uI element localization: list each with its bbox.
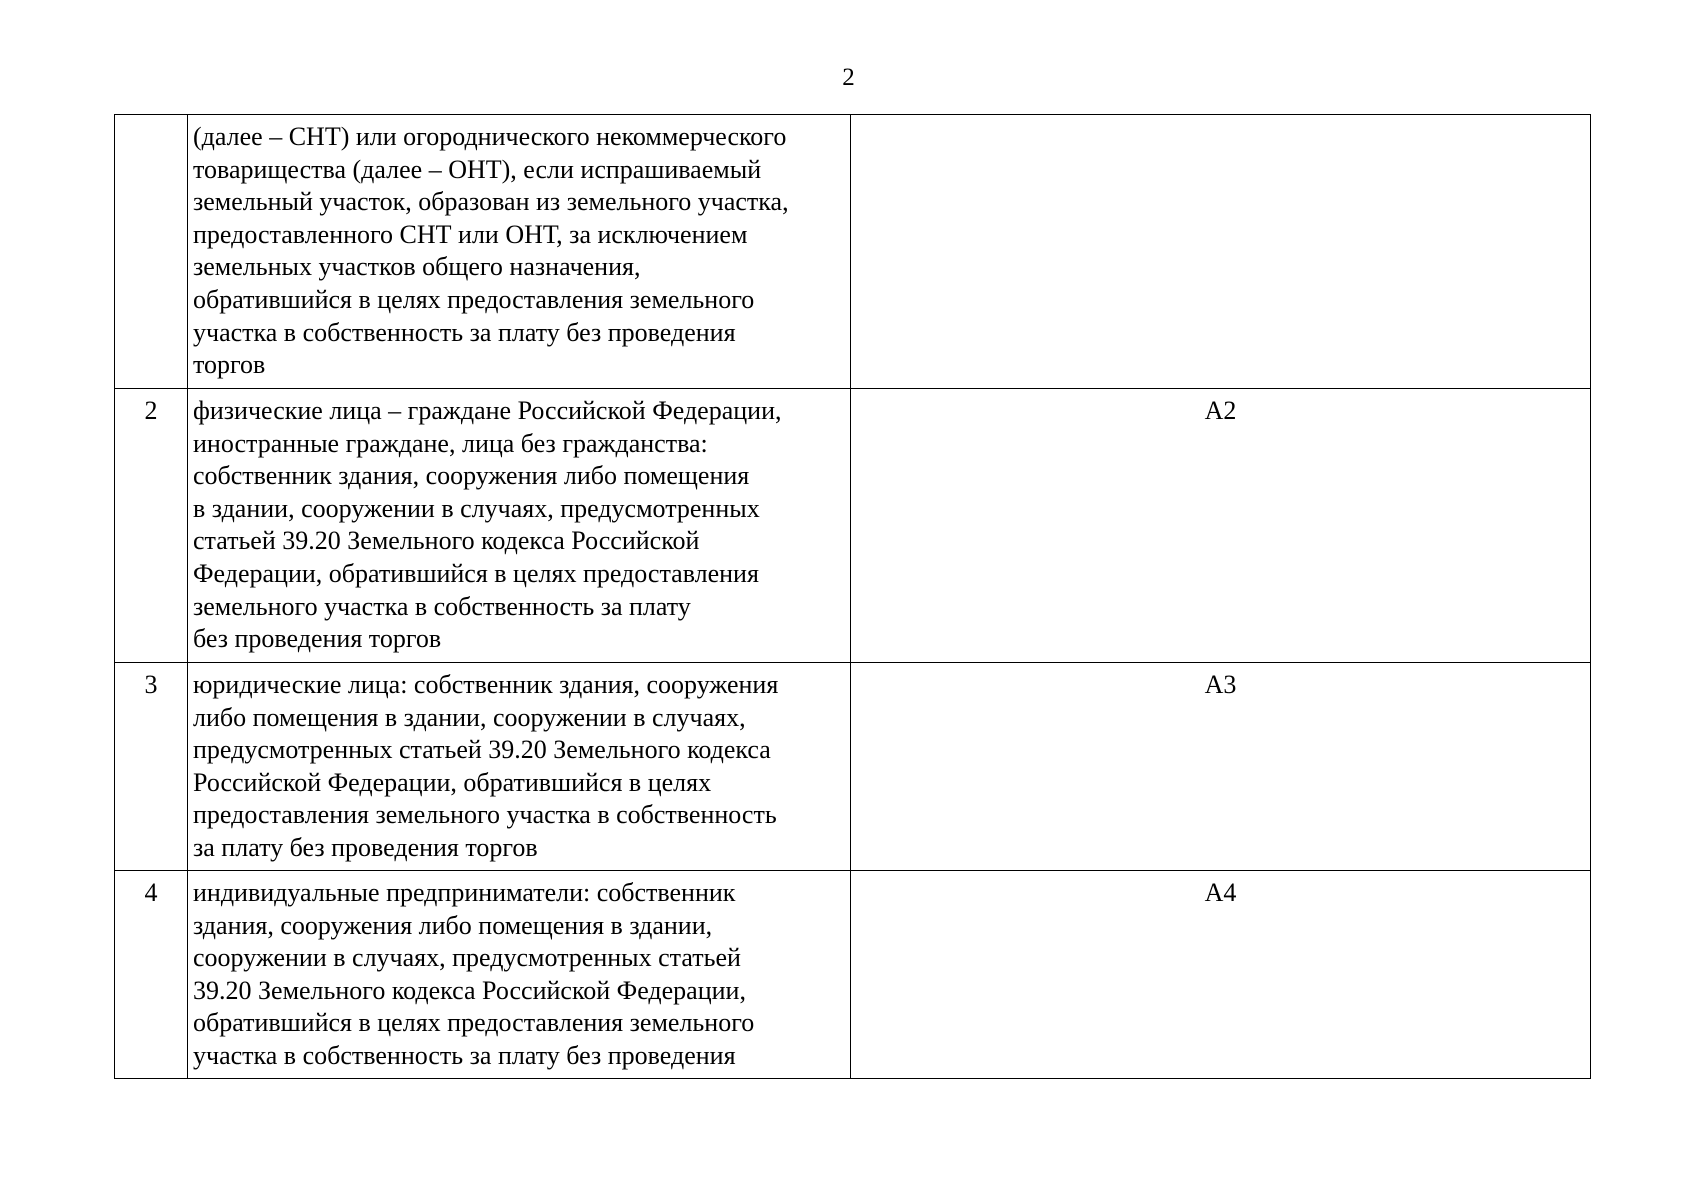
description-line: в здании, сооружении в случаях, предусмотренных: [193, 493, 760, 523]
description-line: (далее – СНТ) или огороднического некоммерческого: [193, 122, 787, 151]
code-cell: А4: [851, 871, 1591, 1079]
description-line: 39.20 Земельного кодекса Российской Федерации,: [193, 975, 746, 1005]
table-row: [115, 871, 1591, 1079]
description-line: собственник здания, сооружения либо помещения: [193, 461, 750, 491]
description-line: индивидуальные предприниматели: собственник: [193, 878, 736, 907]
description-line: Федерации, обратившийся в целях предоставления: [193, 558, 759, 588]
description-line: предоставленного СНТ или ОНТ, за исключением: [193, 219, 748, 249]
description-line: юридические лица: собственник здания, сооружения: [193, 670, 779, 699]
description-line: предоставления земельного участка в собственность: [193, 800, 777, 830]
description-line: здания, сооружения либо помещения в здании,: [193, 910, 713, 940]
description-cell: [188, 389, 851, 663]
table-body: [115, 115, 1591, 1079]
description-line: иностранные граждане, лица без гражданства:: [193, 428, 708, 458]
row-number-cell: 4: [115, 871, 188, 1079]
description-cell: [188, 871, 851, 1079]
description-cell: [188, 663, 851, 871]
description-line: участка в собственность за плату без проведения: [193, 317, 736, 347]
row-number-cell: 2: [115, 389, 188, 663]
description-line: обратившийся в целях предоставления земельного: [193, 1008, 755, 1038]
row-number-cell: 3: [115, 663, 188, 871]
description-line: либо помещения в здании, сооружении в случаях,: [193, 702, 746, 732]
description-line: земельных участков общего назначения,: [193, 252, 641, 282]
page-number: 2: [842, 64, 855, 91]
description-line: физические лица – граждане Российской Федерации,: [193, 396, 782, 425]
table-row: [115, 663, 1591, 871]
description-line: земельный участок, образован из земельного участка,: [193, 187, 789, 217]
description-line: Российской Федерации, обратившийся в целях: [193, 767, 712, 797]
description-line: предусмотренных статьей 39.20 Земельного кодекса: [193, 735, 771, 765]
table-row: [115, 389, 1591, 663]
description-line: обратившийся в целях предоставления земельного: [193, 284, 755, 314]
description-line: участка в собственность за плату без проведения: [193, 1040, 736, 1070]
code-cell: [851, 115, 1591, 389]
description-line: земельного участка в собственность за плату: [193, 591, 691, 621]
applicant-categories-table: [114, 114, 1591, 1079]
code-cell: А2: [851, 389, 1591, 663]
description-line: за плату без проведения торгов: [193, 832, 538, 862]
row-number-cell: [115, 115, 188, 389]
description-line: торгов: [193, 350, 266, 380]
description-line: без проведения торгов: [193, 624, 442, 654]
description-line: товарищества (далее – ОНТ), если испрашиваемый: [193, 154, 762, 184]
description-cell: [188, 115, 851, 389]
code-cell: А3: [851, 663, 1591, 871]
table-row: [115, 115, 1591, 389]
description-line: сооружении в случаях, предусмотренных статьей: [193, 943, 741, 973]
description-line: статьей 39.20 Земельного кодекса Российской: [193, 526, 700, 556]
